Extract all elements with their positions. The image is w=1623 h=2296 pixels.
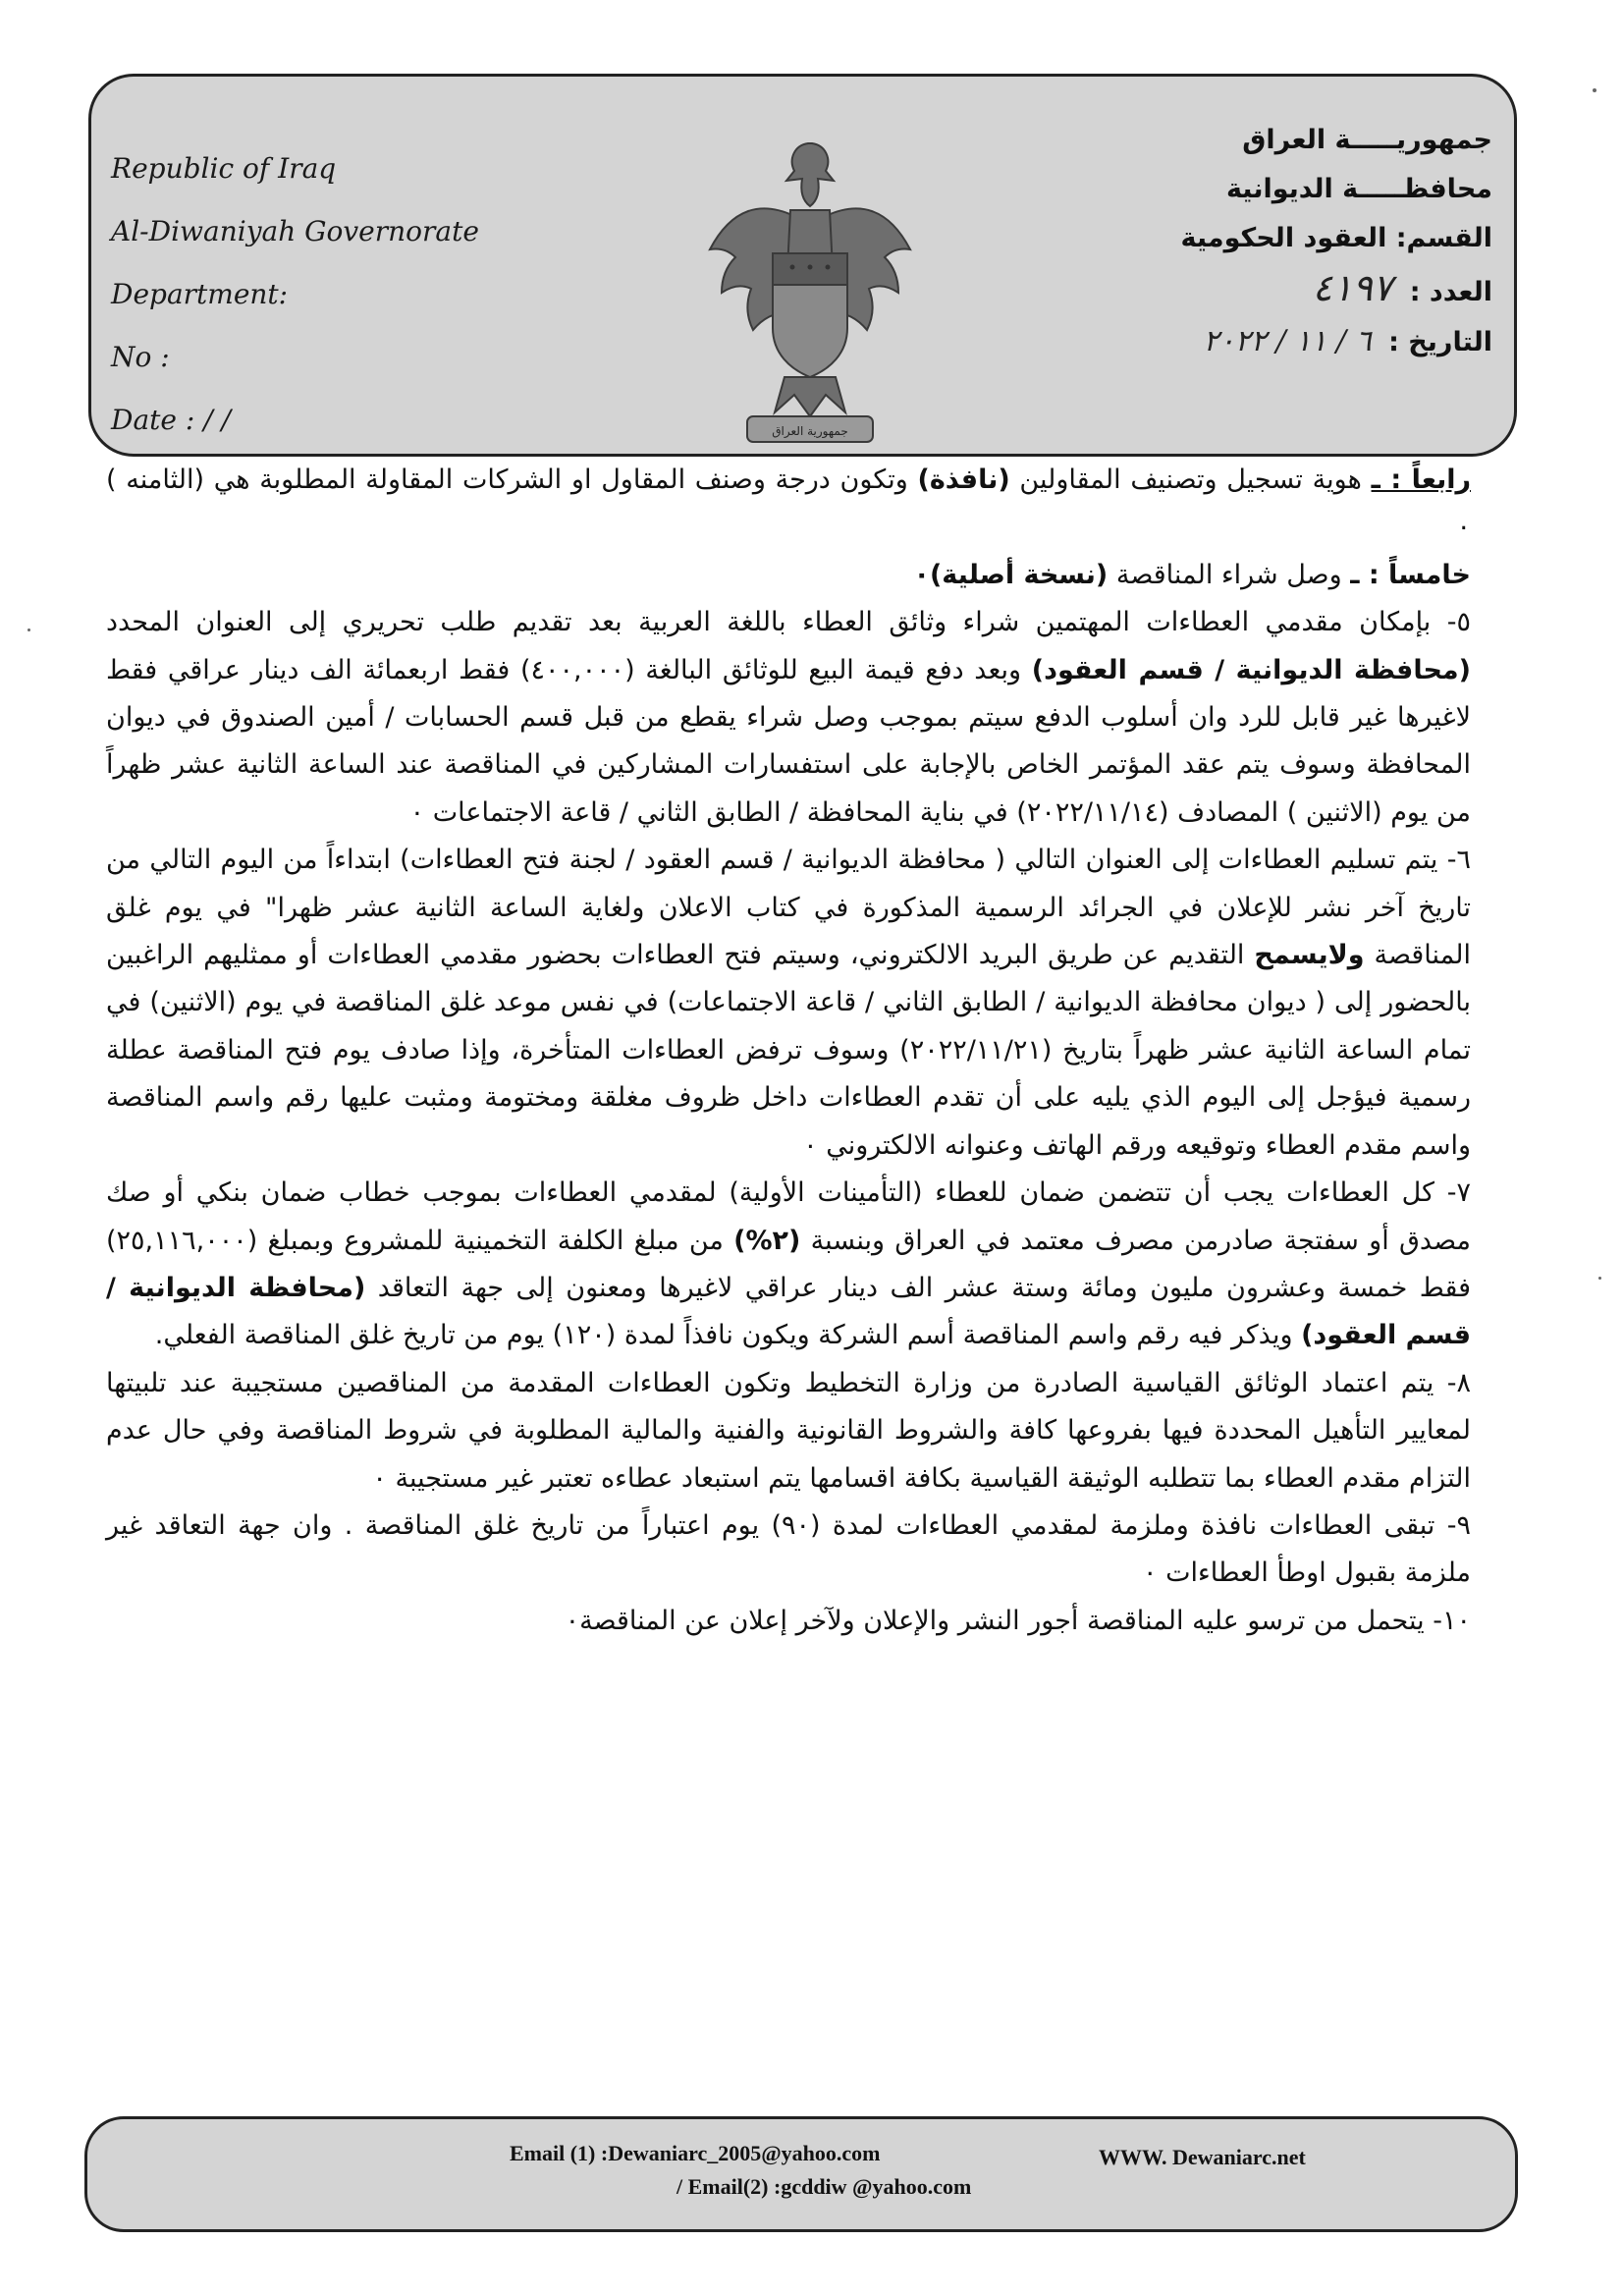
footer-website: WWW. Dewaniarc.net: [1099, 2145, 1306, 2169]
item-5-bold: (محافظة الديوانية / قسم العقود): [1031, 654, 1471, 685]
section-fifth-text: وصل شراء المناقصة: [1108, 559, 1351, 590]
english-letterhead: [111, 137, 479, 452]
iraq-eagle-emblem: [692, 132, 928, 465]
item-6: [106, 837, 1471, 1170]
tender-terms: [106, 457, 1471, 1645]
english-number-label: No :: [111, 341, 170, 373]
item-7: [106, 1170, 1471, 1360]
item-7-text-mid: من مبلغ الكلفة التخمينية للمشروع وبمبلغ (٢٥,١١٦,٠٠٠) فقط خمسة وعشرون مليون ومائة وستة عشر الف دينار عراقي لاغيرها ومعنون إلى جهة التعاقد: [106, 1225, 1472, 1303]
item-5-text: ٥- بإمكان مقدمي العطاءات المهتمين شراء وثائق العطاء باللغة العربية بعد تقديم طلب تحريري إلى العنوان المحدد: [106, 607, 1471, 638]
arabic-date-label: التاريخ :: [1388, 327, 1492, 357]
arabic-letterhead: [1180, 116, 1492, 367]
arabic-date-row: [1180, 317, 1492, 367]
item-5-text-end: وبعد دفع قيمة البيع للوثائق البالغة (٤٠٠,٠٠٠) فقط اربعمائة الف دينار عراقي فقط لاغيرها غير قابل للرد وان أسلوب الدفع سيتم بموجب وصل شراء يقطع من قبل قسم الحسابات / أمين الصندوق في ديوان المحافظة وسوف يتم عقد المؤتمر الخاص بالإجابة على استفسارات المشاركين في المناقصة عند الساعة الثانية عشر ظهراً من يوم (الاثنين ) المصادف (٢٠٢٢/١١/١٤) في بناية المحافظة / الطابق الثاني / قاعة الاجتماعات ٠: [106, 654, 1471, 828]
item-7-text-end: ويذكر فيه رقم واسم المناقصة أسم الشركة ويكون نافذاً لمدة (١٢٠) يوم من تاريخ غلق المناقصة الفعلي.: [154, 1320, 1302, 1351]
item-7-bold-entity: (محافظة الديوانية / قسم العقود): [106, 1272, 1471, 1351]
section-fifth-label: خامساً : ـ: [1350, 559, 1471, 590]
english-governorate: Al-Diwaniyah Governorate: [111, 215, 479, 247]
letterhead: [88, 74, 1517, 457]
footer-email-2: / Email(2) :gcddiw @yahoo.com: [676, 2174, 972, 2199]
item-6-bold: ولايسمح: [1254, 940, 1365, 971]
section-fourth: [106, 457, 1471, 552]
item-7-bold-percent: (٢%): [733, 1225, 801, 1256]
section-fifth: [106, 552, 1471, 599]
arabic-number-label: العدد :: [1409, 277, 1492, 307]
item-6-text-end: التقديم عن طريق البريد الالكتروني، وسيتم فتح العطاءات بحضور مقدمي العطاءات أو ممثليهم الراغبين بالحضور إلى ( ديوان محافظة الديوانية / الطابق الثاني / قاعة الاجتماعات) في نفس موعد غلق المناقصة في يوم (الاثنين) في تمام الساعة الثانية عشر ظهراً بتاريخ (٢٠٢٢/١١/٢١) وسوف ترفض العطاءات المتأخرة، وإذا صادف يوم فتح المناقصة عطلة رسمية فيؤجل إلى اليوم الذي يليه على أن تقدم العطاءات داخل ظروف مغلقة ومختومة ومثبت عليها رقم واسم المناقصة واسم مقدم العطاء وتوقيعه ورقم الهاتف وعنوانه الالكتروني ٠: [106, 940, 1471, 1161]
arabic-country: جمهوريـــــة العراق: [1242, 125, 1492, 155]
emblem-label: جمهورية العراق: [772, 424, 848, 438]
section-fourth-text: هوية تسجيل وتصنيف المقاولين: [1009, 465, 1372, 495]
item-10: ١٠- يتحمل من ترسو عليه المناقصة أجور النشر والإعلان ولآخر إعلان عن المناقصة٠: [565, 1605, 1471, 1636]
arabic-department: القسم: العقود الحكومية: [1180, 223, 1492, 253]
arabic-number-row: [1180, 263, 1492, 317]
arabic-governorate: محافظـــــة الديوانية: [1225, 174, 1492, 204]
scan-speck: [1593, 88, 1596, 92]
handwritten-number: ٤١٩٧: [1312, 266, 1393, 309]
item-8: ٨- يتم اعتماد الوثائق القياسية الصادرة من وزارة التخطيط وتكون العطاءات المقدمة من المناقصين مستجيبة عند تلبيتها لمعايير التأهيل المحددة فيها بفروعها كافة والشروط القانونية والفنية والمالية المطلوبة في شروط المناقصة وفي حال عدم التزام مقدم العطاء بما تتطلبه الوثيقة القياسية بكافة اقسامها يتم استبعاد عطاءه تعتبر غير مستجيبة ٠: [106, 1367, 1471, 1494]
item-5: [106, 599, 1471, 837]
english-date-label: Date : / /: [111, 404, 231, 436]
footer-email-1: Email (1) :Dewaniarc_2005@yahoo.com: [510, 2141, 881, 2165]
scan-speck: [1598, 1277, 1601, 1280]
section-fourth-bold: (نافذة): [917, 465, 1010, 495]
contact-footer: [84, 2116, 1518, 2232]
item-9: ٩- تبقى العطاءات نافذة وملزمة لمقدمي العطاءات لمدة (٩٠) يوم اعتباراً من تاريخ غلق المناقصة . وان جهة التعاقد غير ملزمة بقبول اوطأ العطاءات ٠: [106, 1509, 1471, 1589]
arabic-date-value: ٦ / ١١ / ٢٠٢٢: [1203, 324, 1372, 358]
section-fourth-label: رابعاً : ـ: [1371, 465, 1471, 495]
scan-speck: [27, 629, 30, 631]
english-country: Republic of Iraq: [111, 152, 337, 185]
english-department-label: Department:: [111, 278, 289, 310]
section-fifth-bold: (نسخة أصلية)٠: [913, 559, 1109, 590]
item-7-text: ٧- كل العطاءات يجب أن تتضمن ضمان للعطاء (التأمينات الأولية) لمقدمي العطاءات بموجب خطاب ضمان بنكي أو صك مصدق أو سفتجة صادرمن مصرف معتمد في العراق وبنسبة: [106, 1177, 1471, 1256]
section-fourth-text-end: وتكون درجة وصنف المقاول او الشركات المقاولة المطلوبة هي (الثامنه ) ٠: [106, 465, 1471, 543]
item-6-text: ٦- يتم تسليم العطاءات إلى العنوان التالي ( محافظة الديوانية / قسم العقود / لجنة فتح العطاءات) ابتداءاً من اليوم التالي من تاريخ آخر نشر للإعلان في الجرائد الرسمية المذكورة في كتاب الاعلان ولغاية الساعة الثانية عشر ظهرا" في يوم غلق المناقصة: [106, 845, 1471, 971]
